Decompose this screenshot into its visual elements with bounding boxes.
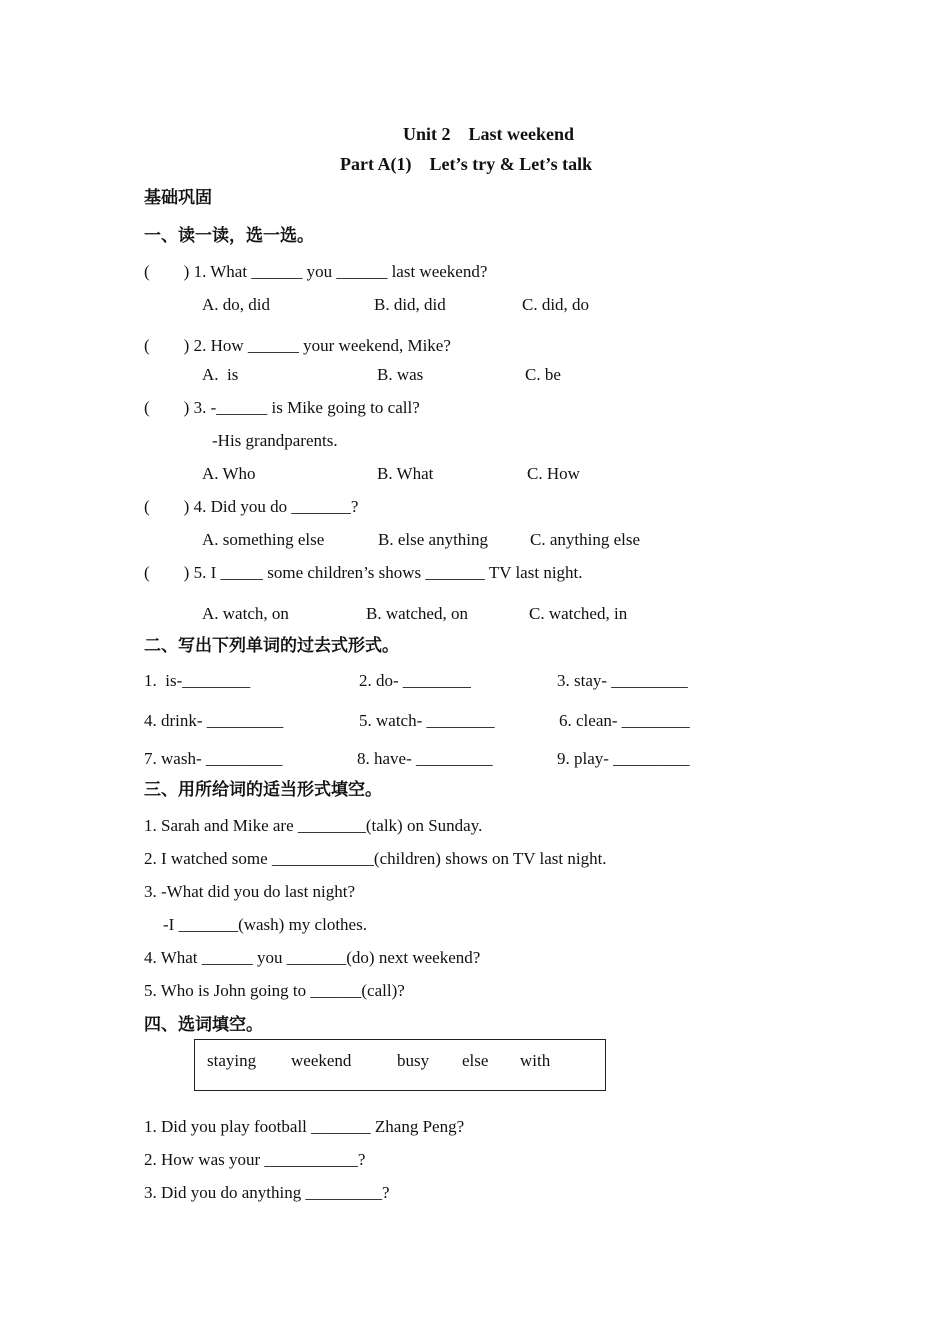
question-3-option-a: A. Who [202, 464, 256, 483]
word-item-8: 8. have- _________ [357, 749, 493, 768]
word-item-7: 7. wash- _________ [144, 749, 283, 768]
fill-line-3: 3. -What did you do last night? [144, 882, 356, 901]
worksheet-title: Unit 2 Last weekend [403, 124, 575, 144]
question-5-option-c: C. watched, in [529, 604, 628, 623]
section-3-heading: 三、用所给词的适当形式填空。 [144, 780, 382, 800]
category-label: 基础巩固 [144, 188, 212, 208]
question-4-option-c: C. anything else [530, 530, 641, 549]
question-2-option-b: B. was [377, 365, 424, 384]
choose-line-2: 2. How was your ___________? [144, 1150, 366, 1169]
question-1-option-b: B. did, did [374, 295, 446, 314]
word-bank-weekend: weekend [291, 1051, 352, 1070]
question-2-option-c: C. be [525, 365, 561, 384]
word-item-9: 9. play- _________ [557, 749, 690, 768]
question-3-reply: -His grandparents. [212, 431, 338, 450]
fill-line-5: 5. Who is John going to ______(call)? [144, 981, 405, 1000]
section-2-heading: 二、写出下列单词的过去式形式。 [144, 636, 399, 656]
question-5-option-a: A. watch, on [202, 604, 289, 623]
word-item-6: 6. clean- ________ [559, 711, 690, 730]
question-4-option-b: B. else anything [378, 530, 489, 549]
question-5-option-b: B. watched, on [366, 604, 468, 623]
question-3-option-b: B. What [377, 464, 434, 483]
question-2-stem: ( ) 2. How ______ your weekend, Mike? [144, 336, 451, 355]
word-item-2: 2. do- ________ [359, 671, 471, 690]
word-bank-staying: staying [207, 1051, 257, 1070]
choose-line-3: 3. Did you do anything _________? [144, 1183, 390, 1202]
worksheet-subtitle: Part A(1) Let’s try & Let’s talk [340, 154, 593, 174]
section-4-heading: 四、选词填空。 [144, 1015, 263, 1035]
question-5-stem: ( ) 5. I _____ some children’s shows _______ TV last night. [144, 563, 583, 582]
fill-line-1: 1. Sarah and Mike are ________(talk) on Sunday. [144, 816, 483, 835]
word-item-5: 5. watch- ________ [359, 711, 495, 730]
fill-line-4: 4. What ______ you _______(do) next weekend? [144, 948, 481, 967]
question-4-stem: ( ) 4. Did you do _______? [144, 497, 359, 516]
question-2-option-a: A. is [202, 365, 239, 384]
word-item-3: 3. stay- _________ [557, 671, 688, 690]
word-bank-else: else [462, 1051, 489, 1070]
question-1-option-c: C. did, do [522, 295, 590, 314]
question-3-option-c: C. How [527, 464, 580, 483]
question-1-option-a: A. do, did [202, 295, 270, 314]
fill-line-2: 2. I watched some ____________(children) shows on TV last night. [144, 849, 607, 868]
word-item-4: 4. drink- _________ [144, 711, 284, 730]
fill-line-3-reply: -I _______(wash) my clothes. [163, 915, 367, 934]
word-bank-with: with [520, 1051, 551, 1070]
choose-line-1: 1. Did you play football _______ Zhang Peng? [144, 1117, 465, 1136]
word-bank-busy: busy [397, 1051, 430, 1070]
question-1-stem: ( ) 1. What ______ you ______ last weekend? [144, 262, 488, 281]
question-4-option-a: A. something else [202, 530, 325, 549]
question-3-stem: ( ) 3. -______ is Mike going to call? [144, 398, 420, 417]
word-item-1: 1. is-________ [144, 671, 251, 690]
section-1-heading: 一、读一读，选一选。 [144, 226, 314, 246]
